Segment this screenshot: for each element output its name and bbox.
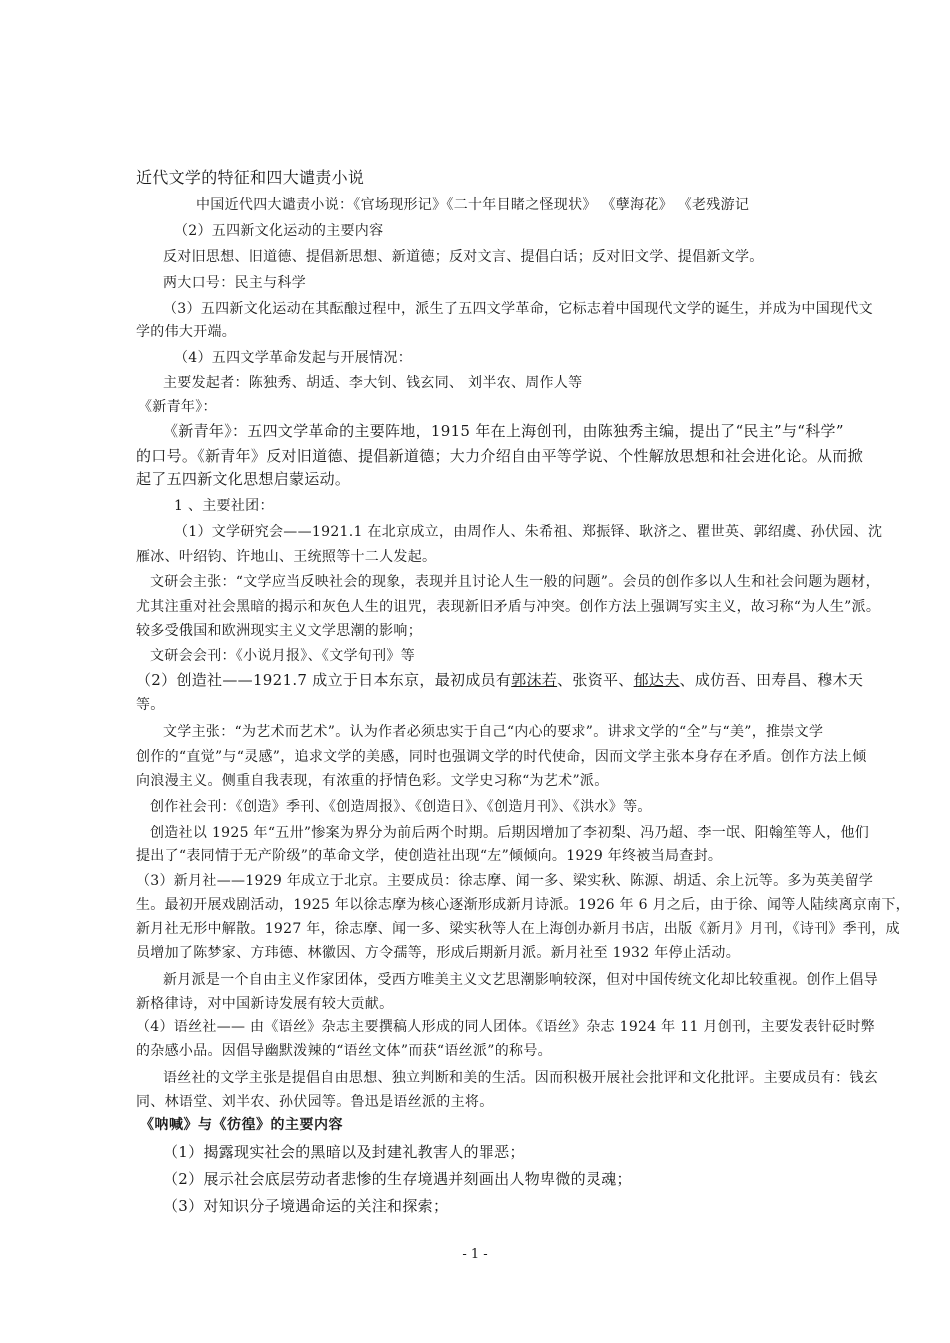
text-line: （2）五四新文化运动的主要内容 [174, 223, 384, 239]
text-line: 新格律诗，对中国新诗发展有较大贡献。 [136, 996, 394, 1012]
text-line: 新月派是一个自由主义作家团体，受西方唯美主义文艺思潮影响较深，但对中国传统文化却比较重视。创作上倡导 [163, 972, 878, 988]
text-line: 主要发起者：陈独秀、胡适、李大钊、钱玄同、 刘半农、周作人等 [163, 375, 583, 391]
text-line: 创作的“直觉”与“灵感”，追求文学的美感，同时也强调文学的时代使命，因而文学主张本身存在矛盾。创作方法上倾 [136, 749, 867, 765]
text-line: 《新青年》：五四文学革命的主要阵地，1915 年在上海创刊，由陈独秀主编，提出了“民主”与“科学” [163, 422, 844, 440]
text-line: （1）文学研究会——1921.1 在北京成立，由周作人、朱希祖、郑振铎、耿济之、瞿世英、郭绍虞、孙伏园、沈 [174, 524, 883, 540]
underlined-name: 郁达夫 [633, 671, 680, 689]
section-heading: 《呐喊》与《彷徨》的主要内容 [140, 1117, 343, 1133]
text-line: 文学主张：“为艺术而艺术”。认为作者必须忠实于自己“内心的要求”。讲求文学的“全”与“美”，推崇文学 [163, 724, 824, 740]
text-line: （3）新月社——1929 年成立于北京。主要成员：徐志摩、闻一多、梁实秋、陈源、胡适、余上沅等。多为英美留学 [136, 873, 874, 889]
text-line: （1）揭露现实社会的黑暗以及封建礼教害人的罪恶； [163, 1143, 525, 1161]
text-span: （3）五四新文化运动在其酝酿过程中，派生了五四文学革命，它标志着中国现代文学的诞生，并成为中国现代文 [163, 301, 873, 317]
text-line: 语丝社的文学主张是提倡自由思想、独立判断和美的生活。因而积极开展社会批评和文化批评。主要成员有：钱玄 [163, 1070, 878, 1086]
text-line: 的口号。《新青年》反对旧道德、提倡新道德；大力介绍自由平等学说、个性解放思想和社会进化论。从而掀 [136, 447, 863, 465]
underlined-name: 郭沫若 [511, 671, 558, 689]
text-span: 、成仿吾、田寿昌、穆木天 [679, 671, 864, 689]
text-span: 、张资平、 [557, 671, 634, 689]
text-line: 较多受俄国和欧洲现实主义文学思潮的影响； [136, 623, 422, 639]
text-line: 创造社以 1925 年“五卅”惨案为界分为前后两个时期。后期因增加了李初梨、冯乃超、李一氓、阳翰笙等人，他们 [150, 825, 870, 841]
text-line: 反对旧思想、旧道德、提倡新思想、新道德；反对文言、提倡白话；反对旧文学、提倡新文学。 [163, 249, 764, 265]
document-title: 近代文学的特征和四大谴责小说 [136, 168, 365, 187]
text-line: 生。最初开展戏剧活动，1925 年以徐志摩为核心逐渐形成新月诗派。1926 年 6 月之后，由于徐、闻等人陆续离京南下， [136, 897, 910, 913]
text-line [163, 299, 886, 319]
text-line: （4）语丝社—— 由《语丝》杂志主要撰稿人形成的同人团体。《语丝》杂志 1924 年 11 月创刊，主要发表针砭时弊 [136, 1019, 875, 1035]
text-line: 向浪漫主义。侧重自我表现，有浓重的抒情色彩。文学史习称“为艺术”派。 [136, 773, 609, 789]
text-line: 尤其注重对社会黑暗的揭示和灰色人生的诅咒，表现新旧矛盾与冲突。创作方法上强调写实主义，故习称“为人生”派。 [136, 599, 881, 615]
text-line: 《新青年》： [138, 399, 217, 415]
text-line: 1 、主要社团： [174, 498, 274, 514]
text-line: 起了五四新文化思想启蒙运动。 [136, 470, 351, 488]
text-line: 学的伟大开端。 [136, 324, 237, 340]
text-line: 同、林语堂、刘半农、孙伏园等。鲁迅是语丝派的主将。 [136, 1094, 494, 1110]
text-line: 员增加了陈梦家、方玮德、林徽因、方令孺等，形成后期新月派。新月社至 1932 年停止活动。 [136, 945, 741, 961]
text-line: （3）对知识分子境遇命运的关注和探索； [163, 1197, 449, 1215]
text-line: 文研会主张：“文学应当反映社会的现象，表现并且讨论人生一般的问题”。会员的创作多以人生和社会问题为题材， [150, 574, 880, 590]
text-line: 雁冰、叶绍钧、许地山、王统照等十二人发起。 [136, 549, 437, 565]
text-line: （4）五四文学革命发起与开展情况： [174, 350, 413, 366]
text-span: （2）创造社——1921.7 成立于日本东京，最初成员有 [136, 671, 512, 689]
text-line: 两大口号：民主与科学 [163, 275, 306, 291]
text-line: （2）展示社会底层劳动者悲惨的生存境遇并刻画出人物卑微的灵魂； [163, 1170, 632, 1188]
text-line: 创作社会刊：《创造》季刊、《创造周报》、《创造日》、《创造月刊》、《洪水》等。 [150, 799, 652, 815]
text-line: 中国近代四大谴责小说：《官场现形记》《二十年目睹之怪现状》 《孽海花》 《老残游记 [196, 197, 750, 213]
text-line: 提出了“表同情于无产阶级”的革命文学，使创造社出现“左”倾倾向。1929 年终被当局查封。 [136, 848, 723, 864]
page-number: - 1 - [462, 1247, 488, 1262]
text-line: 的杂感小品。因倡导幽默泼辣的“语丝文体”而获“语丝派”的称号。 [136, 1043, 552, 1059]
text-line: 新月社无形中解散。1927 年，徐志摩、闻一多、梁实秋等人在上海创办新月书店，出版《新月》月刊，《诗刊》季刊，成 [136, 921, 900, 937]
text-line [136, 670, 863, 690]
text-line: 等。 [136, 697, 165, 713]
text-line: 文研会会刊：《小说月报》、《文学旬刊》等 [150, 648, 415, 664]
